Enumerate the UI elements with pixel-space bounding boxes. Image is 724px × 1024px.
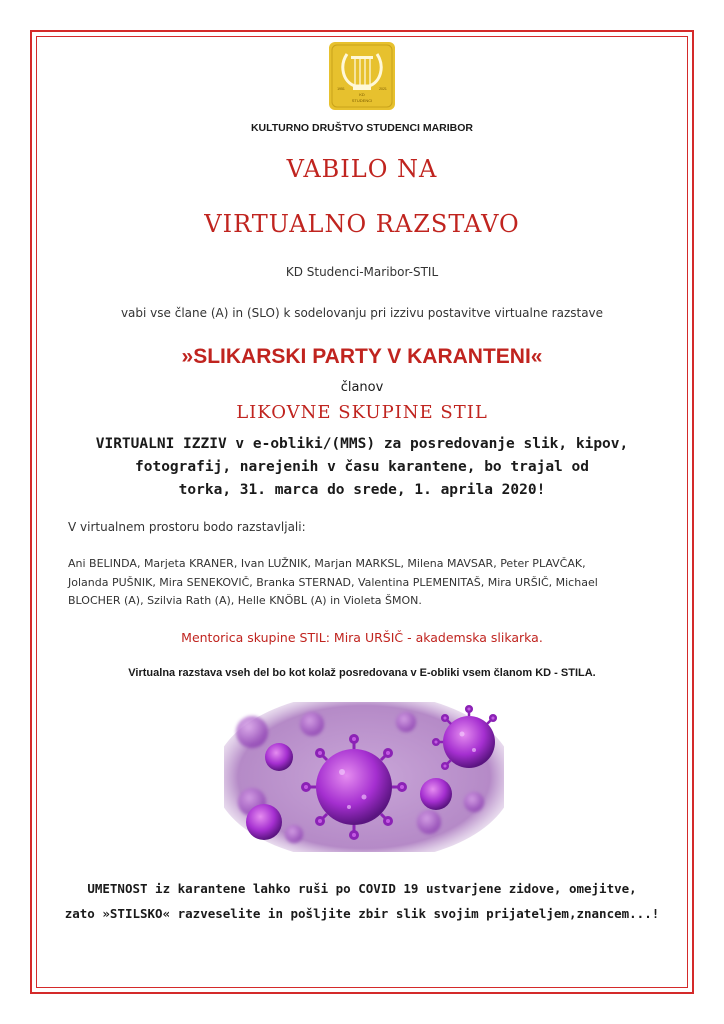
exhibitors-line-2: Jolanda PUŠNIK, Mira SENEKOVIČ, Branka STERNAD, Valentina PLEMENITAŠ, Mira URŠIČ, Michael <box>68 575 598 589</box>
svg-text:2021: 2021 <box>379 87 387 91</box>
group-name: LIKOVNE SKUPINE STIL <box>236 402 488 423</box>
society-name: KULTURNO DRUŠTVO STUDENCI MARIBOR <box>250 122 474 134</box>
invitation-document <box>40 40 684 980</box>
exhibitors-line-1: Ani BELINDA, Marjeta KRANER, Ivan LUŽNIK, Marjan MARKSL, Milena MAVSAR, Peter PLAVČAK, <box>68 557 586 570</box>
challenge-description <box>40 433 684 502</box>
exhibitors-line-3: BLOCHER (A), Szilvia Rath (A), Helle KNÖBL (A) in Violeta ŠMON. <box>68 594 422 607</box>
exhibitors-list <box>68 555 664 611</box>
challenge-line-2: fotografij, narejenih v času karantene, bo trajal od <box>135 459 589 475</box>
title-line-1: VABILO NA <box>286 155 438 183</box>
organizer-name: KD Studenci-Maribor-STIL <box>285 265 439 279</box>
closing-message <box>40 876 684 926</box>
challenge-line-1: VIRTUALNI IZZIV v e-obliki/(MMS) za posredovanje slik, kipov, <box>95 436 629 452</box>
svg-text:STUDENCI: STUDENCI <box>351 98 373 103</box>
invite-text: vabi vse člane (A) in (SLO) k sodelovanju pri izzivu postavitve virtualne razstave <box>120 306 604 320</box>
mentor-line: Mentorica skupine STIL: Mira URŠIČ - akademska slikarka. <box>181 630 543 645</box>
closing-line-2: zato »STILSKO« razveselite in pošljite zbir slik svojim prijateljem,znancem...! <box>64 906 660 921</box>
svg-text:KD: KD <box>359 92 365 97</box>
members-of-label: članov <box>340 380 384 395</box>
exhibition-note: Virtualna razstava vseh del bo kot kolaž posredovana v E-obliki vsem članom KD - STILA. <box>128 667 596 679</box>
title-line-2: VIRTUALNO RAZSTAVO <box>204 210 520 238</box>
coronavirus-image <box>224 702 504 852</box>
exhibitors-intro: V virtualnem prostoru bodo razstavljali: <box>68 520 306 534</box>
event-title: »SLIKARSKI PARTY V KARANTENI« <box>181 345 543 368</box>
society-logo <box>329 42 395 110</box>
closing-line-1: UMETNOST iz karantene lahko ruši po COVID 19 ustvarjene zidove, omejitve, <box>87 881 637 896</box>
challenge-line-3: torka, 31. marca do srede, 1. aprila 2020! <box>178 482 546 498</box>
svg-text:1951: 1951 <box>337 87 345 91</box>
